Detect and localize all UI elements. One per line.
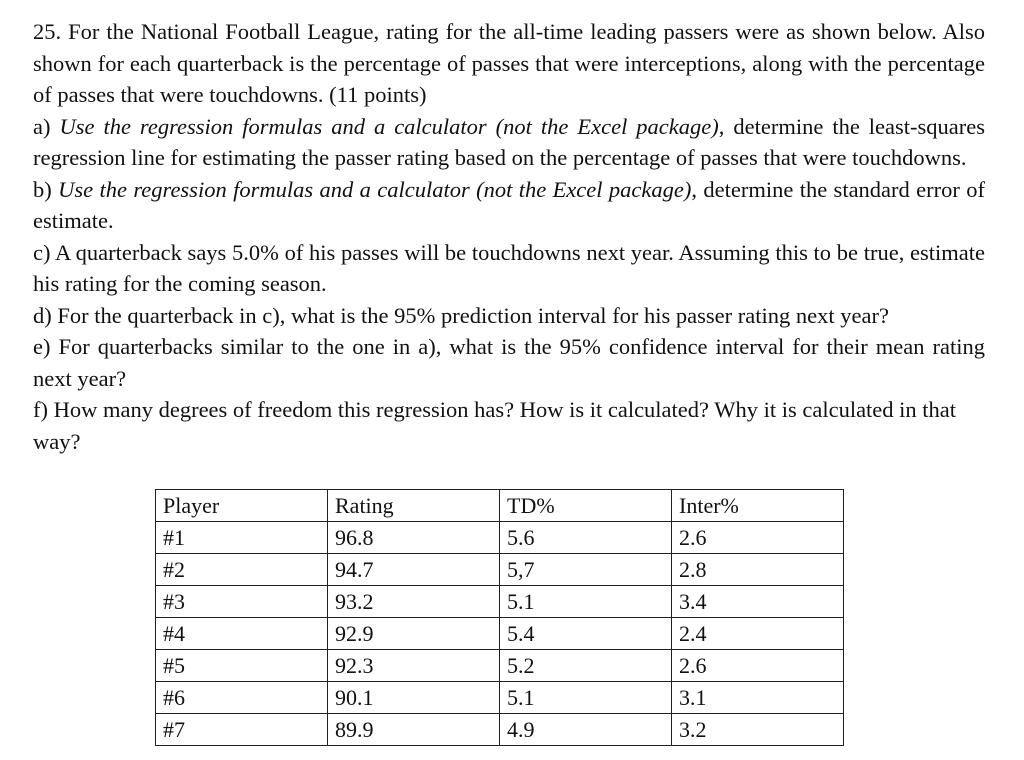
cell-rating: 92.9	[328, 618, 500, 650]
part-e: e) For quarterbacks similar to the one in a), what is the 95% confidence interval for their mean rating next year?	[33, 334, 985, 391]
passer-table	[155, 489, 844, 746]
part-b-rest: , determine the standard error of estimate.	[33, 176, 985, 233]
part-a	[33, 111, 985, 174]
cell-inter-percent: 3.4	[672, 586, 844, 618]
cell-rating: 89.9	[328, 714, 500, 746]
cell-rating: 90.1	[328, 682, 500, 714]
cell-td-percent: 5,7	[500, 554, 672, 586]
table-header-row	[156, 490, 844, 522]
cell-inter-percent: 3.1	[672, 682, 844, 714]
header-rating: Rating	[328, 490, 500, 522]
cell-player: #4	[156, 618, 328, 650]
cell-inter-percent: 3.2	[672, 714, 844, 746]
cell-player: #3	[156, 586, 328, 618]
cell-td-percent: 5.1	[500, 586, 672, 618]
cell-td-percent: 5.2	[500, 650, 672, 682]
part-b	[33, 174, 985, 237]
table-row	[156, 618, 844, 650]
part-b-prefix: b)	[33, 176, 59, 202]
table-row	[156, 554, 844, 586]
cell-rating: 96.8	[328, 522, 500, 554]
part-d: d) For the quarterback in c), what is the 95% prediction interval for his passer rating next year?	[33, 302, 889, 328]
cell-rating: 92.3	[328, 650, 500, 682]
cell-player: #6	[156, 682, 328, 714]
header-inter-percent: Inter%	[672, 490, 844, 522]
part-b-italic: Use the regression formulas and a calculator (not the Excel package)	[58, 176, 692, 202]
cell-inter-percent: 2.6	[672, 522, 844, 554]
cell-td-percent: 5.6	[500, 522, 672, 554]
cell-player: #7	[156, 714, 328, 746]
part-a-italic: Use the regression formulas and a calculator (not the Excel package)	[59, 113, 719, 139]
table-row	[156, 522, 844, 554]
cell-inter-percent: 2.8	[672, 554, 844, 586]
question-text	[33, 16, 985, 457]
part-a-rest: , determine the least-squares regression line for estimating the passer rating based on the percentage of passes that were touchdowns.	[33, 113, 985, 170]
table-row	[156, 714, 844, 746]
part-c: c) A quarterback says 5.0% of his passes will be touchdowns next year. Assuming this to be true, estimate his rating for the coming season.	[33, 239, 985, 296]
cell-td-percent: 5.4	[500, 618, 672, 650]
table-row	[156, 682, 844, 714]
cell-rating: 94.7	[328, 554, 500, 586]
part-f: f) How many degrees of freedom this regression has? How is it calculated? Why it is calculated in that way?	[33, 397, 957, 454]
cell-td-percent: 4.9	[500, 714, 672, 746]
cell-td-percent: 5.1	[500, 682, 672, 714]
header-td-percent: TD%	[500, 490, 672, 522]
table-row	[156, 586, 844, 618]
cell-player: #1	[156, 522, 328, 554]
cell-rating: 93.2	[328, 586, 500, 618]
question-intro: 25. For the National Football League, rating for the all-time leading passers were as shown below. Also shown for each quarterback is the percentage of passes that were interceptions, along with the percentage of passes that were touchdowns. (11 points)	[33, 19, 985, 107]
cell-inter-percent: 2.4	[672, 618, 844, 650]
cell-inter-percent: 2.6	[672, 650, 844, 682]
header-player: Player	[156, 490, 328, 522]
cell-player: #2	[156, 554, 328, 586]
table-row	[156, 650, 844, 682]
part-a-prefix: a)	[33, 113, 60, 139]
cell-player: #5	[156, 650, 328, 682]
